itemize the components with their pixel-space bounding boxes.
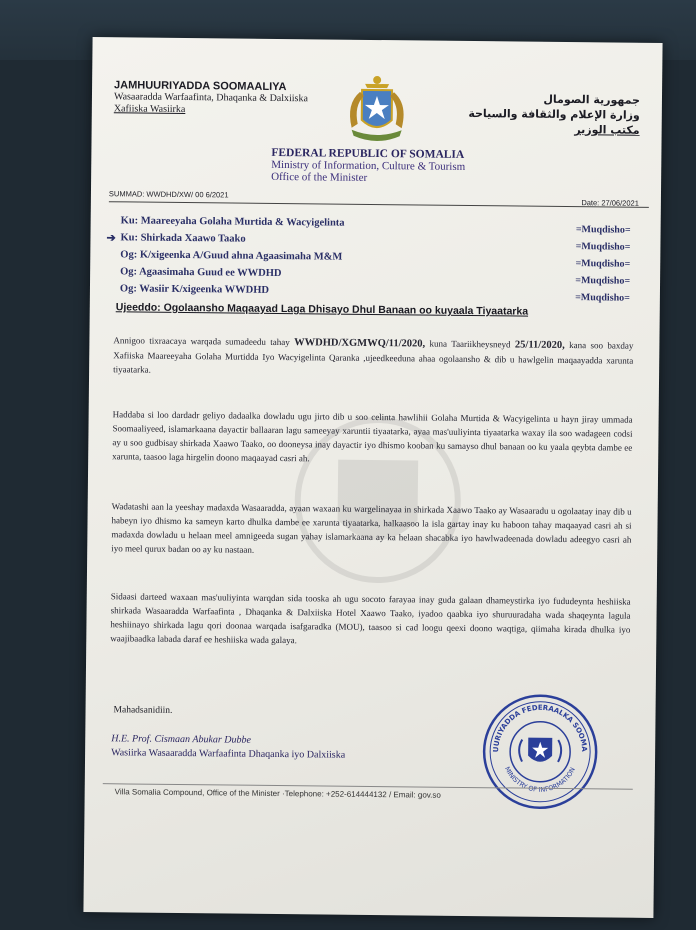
paragraph-1-rest: kana soo baxday Xafiiska Maareeyaha Golaha Murtidda Iyo Wacyigelinta Qaranka ,ujeedkeeduna ahaa ogolaansho & dib u hawlgelin maqaayadda xarunta tiyaatarka.	[113, 340, 634, 375]
arrow-icon: ➔	[106, 232, 116, 245]
recipient-name: Og: Agaasimaha Guud ee WWDHD	[120, 266, 282, 280]
header-english	[271, 147, 501, 185]
recipient-list	[106, 215, 641, 305]
recipient-name: Ku: Maareeyaha Golaha Murtida & Wacyigelinta	[120, 215, 345, 229]
recipient-name: Og: Wasiir K/xigeenka WWDHD	[119, 283, 270, 296]
stamp-outer-text: JAMHUURIYADDA FEDERAALKA SOOMAALIYA	[492, 703, 589, 753]
header-somali-line3: Xafiiska Wasiirka	[113, 103, 186, 116]
recipient-city: =Muqdisho=	[575, 258, 631, 270]
paragraph-2: Haddaba si loo dardadr geliyo dadaalka dowladu ugu jirto dib u soo celinta hawlihii Golaha Murtida & Wacyigelinta u hayn jiray ummada Soomaaliyeed, islamarkaana dayactir ballaaran lagu sameeyay xaruntii tiyaatarka, ayaa mas'uuliyinta tiyaatarka waxay ila soo wadageen codsi ay u soo gudbisay shirkada Xaawo Taako, oo dooneysa inay dayactir iyo dhismo kooban ku samayso dhul banaan oo ku yaala qeybta dambe ee xarunta, taasoo laga hirgelin doono maqaayad casri ah.	[112, 409, 633, 464]
subject-line: Ujeeddo: Ogolaansho Maqaayad Laga Dhisayo Dhul Banaan oo kuyaala Tiyaatarka	[115, 301, 529, 318]
recipient-city: =Muqdisho=	[575, 292, 630, 304]
reference-code: WWDHD/XGMWQ/11/2020,	[294, 337, 426, 350]
signatory-name: H.E. Prof. Cismaan Abukar Dubbe	[111, 733, 252, 746]
paragraph-3: Wadatashi aan la yeeshay madaxda Wasaaradda, ayaan waxaan ku wargelinayaa in shirkada Xaawo Taako ay Wasaaradu u ogolaatay inay dib u habeyn iyo dhismo ka sameyn karto dhulka dambe ee xarunta tiyaatarka, halkaasoo la isla gartay inay ku haboon tahay maqaayad casri ah si madaxda dowladu u helaan meel amnigeeda sugan yahay islamarkaana ay ka helaan shacabka iyo hawlwadeenada dowladu adeegyo casri ah iyo meel qurux badan oo ay ku nastaan.	[111, 501, 632, 555]
header-somali-line1: JAMHUURIYADDA SOOMAALIYA	[114, 79, 287, 94]
header-arabic	[450, 91, 640, 138]
header-english-line1: FEDERAL REPUBLIC OF SOMALIA	[271, 146, 465, 161]
recipient-city: =Muqdisho=	[575, 224, 631, 236]
recipient-name: Ku: Shirkada Xaawo Taako	[120, 232, 246, 245]
header-english-line2: Ministry of Information, Culture & Tourism	[271, 158, 466, 173]
recipient-city: =Muqdisho=	[575, 275, 631, 287]
footer-email-tail: gov.so	[417, 790, 441, 800]
svg-text:MINISTRY OF INFORMATION	[503, 765, 577, 794]
paragraph-4: Sidaasi darteed waxaan mas'uuliyinta warqdan sida tooska ah ugu socoto farayaa inay guda galaan dhameystirka iyo fududeynta heshiiska shirkada Wasaaradda Warfaafinta , Dhaqanka & Dalxiiska Hotel Xaawo Taako, iyadoo qaabka iyo shuruuradaha wada shaqeynta lagula heshiinayo shirkada lagu qori doonaa warqada isafgaradka (MOU), taasoo si cad loogu qeexi doono waqtiga, qiimaha kirada dhulka iyo waajibaadka labada daraf ee heshiiska wada galaya.	[110, 591, 631, 646]
header-arabic-line1: جمهورية الصومال	[543, 92, 641, 107]
reference-date: 25/11/2020,	[514, 339, 565, 352]
stamp-inner-text: MINISTRY OF INFORMATION	[502, 765, 577, 794]
recipient-name: Og: K/xigeenka A/Guud ahna Agaasimaha M&M	[120, 249, 343, 263]
header-somali-line2: Wasaaradda Warfaafinta, Dhaqanka & Dalxiiska	[113, 91, 308, 105]
letter-document	[83, 37, 662, 918]
header-somali	[114, 79, 334, 117]
paragraph-1-mid: kuna Taariikheysneyd	[429, 338, 511, 350]
letter-date: Date: 27/06/2021	[581, 198, 639, 208]
header-english-line3: Office of the Minister	[271, 170, 368, 184]
reference-number: SUMMAD: WWDHD/XW/ 00 6/2021	[108, 189, 229, 200]
header-arabic-line2: وزارة الإعلام والثقافة والسياحة	[468, 106, 640, 122]
closing-line: Mahadsanidiin.	[113, 705, 173, 716]
reference-row	[109, 187, 649, 208]
paragraph-1-intro: Annigoo tixraacaya warqada sumadeedu tahay	[113, 335, 290, 348]
paragraph-1	[113, 333, 633, 381]
footer-address: Villa Somalia Compound, Office of the Minister ·Telephone: +252-614444132 / Email:	[114, 787, 418, 800]
header-arabic-line3: مكتب الوزير	[574, 123, 640, 137]
recipient-city: =Muqdisho=	[575, 241, 631, 253]
signatory-title: Wasiirka Wasaaradda Warfaafinta Dhaqanka iyo Dalxiiska	[111, 747, 346, 761]
signature-block	[111, 732, 345, 762]
